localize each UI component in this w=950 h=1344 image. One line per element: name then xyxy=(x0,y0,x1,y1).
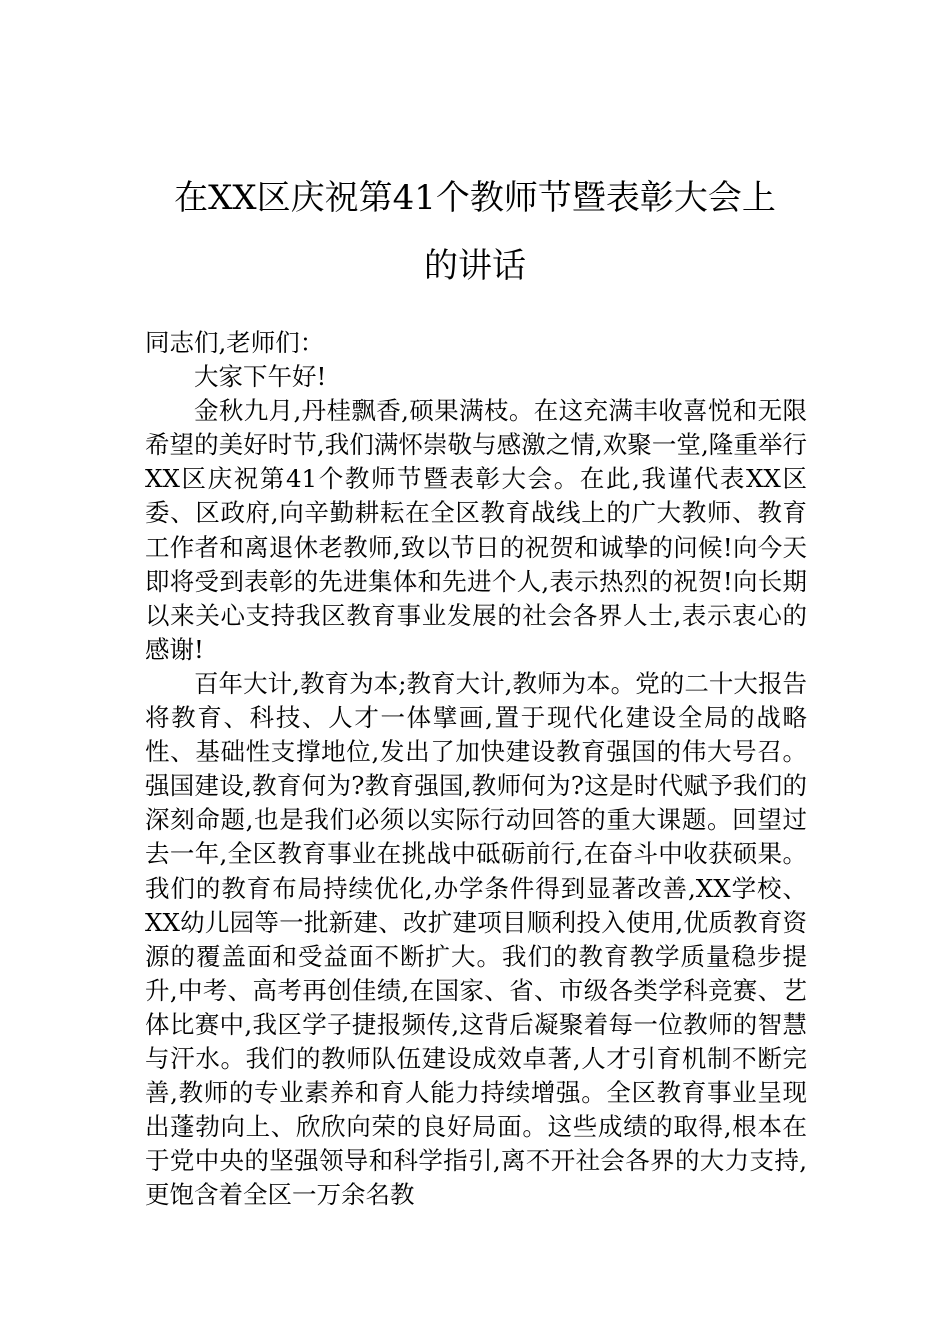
document-body xyxy=(145,326,807,1212)
title-line-2: 的讲话 xyxy=(424,246,526,286)
paragraph-greeting: 大家下午好! xyxy=(194,362,327,392)
paragraph-opening: 金秋九月,丹桂飘香,硕果满枝。在这充满丰收喜悦和无限希望的美好时节,我们满怀崇敬与感激之情,欢聚一堂,隆重举行XX区庆祝第41个教师节暨表彰大会。在此,我谨代表XX区委、区政府,向辛勤耕耘在全区教育战线上的广大教师、教育工作者和离退休老教师,致以节日的祝贺和诚挚的问候!向今天即将受到表彰的先进集体和先进个人,表示热烈的祝贺!向长期以来关心支持我区教育事业发展的社会各界人士,表示衷心的感谢! xyxy=(145,396,807,664)
paragraph-achievements: 百年大计,教育为本;教育大计,教师为本。党的二十大报告将教育、科技、人才一体擘画,置于现代化建设全局的战略性、基础性支撑地位,发出了加快建设教育强国的伟大号召。强国建设,教育何为?教育强国,教师何为?这是时代赋予我们的深刻命题,也是我们必须以实际行动回答的重大课题。回望过去一年,全区教育事业在挑战中砥砺前行,在奋斗中收获硕果。我们的教育布局持续优化,办学条件得到显著改善,XX学校、XX幼儿园等一批新建、改扩建项目顺利投入使用,优质教育资源的覆盖面和受益面不断扩大。我们的教育教学质量稳步提升,中考、高考再创佳绩,在国家、省、市级各类学科竞赛、艺体比赛中,我区学子捷报频传,这背后凝聚着每一位教师的智慧与汗水。我们的教师队伍建设成效卓著,人才引育机制不断完善,教师的专业素养和育人能力持续增强。全区教育事业呈现出蓬勃向上、欣欣向荣的良好局面。这些成绩的取得,根本在于党中央的坚强领导和科学指引,离不开社会各界的大力支持,更饱含着全区一万余名教 xyxy=(145,668,807,1210)
salutation: 同志们,老师们： xyxy=(145,328,325,357)
document-title xyxy=(145,164,805,300)
title-line-1: 在XX区庆祝第41个教师节暨表彰大会上 xyxy=(174,178,776,218)
